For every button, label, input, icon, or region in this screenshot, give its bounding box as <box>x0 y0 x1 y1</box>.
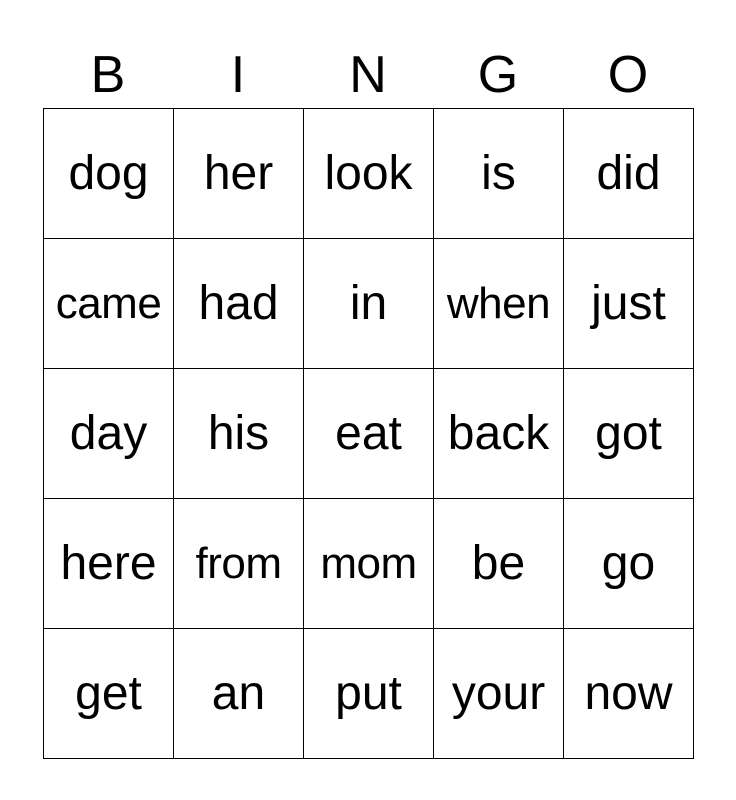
bingo-cell[interactable]: day <box>44 369 174 499</box>
header-letter-n: N <box>349 46 387 104</box>
bingo-cell[interactable]: put <box>304 629 434 759</box>
bingo-cell[interactable]: his <box>174 369 304 499</box>
bingo-cell[interactable]: mom <box>304 499 434 629</box>
header-letter-i: I <box>230 46 246 104</box>
bingo-cell[interactable]: dog <box>44 109 174 239</box>
bingo-grid <box>43 108 694 759</box>
header-letter-b: B <box>90 46 126 104</box>
bingo-cell[interactable]: go <box>564 499 694 629</box>
bingo-cell[interactable]: look <box>304 109 434 239</box>
bingo-cell[interactable]: got <box>564 369 694 499</box>
bingo-cell[interactable]: when <box>434 239 564 369</box>
bingo-cell[interactable]: did <box>564 109 694 239</box>
bingo-cell[interactable]: from <box>174 499 304 629</box>
bingo-cell[interactable]: had <box>174 239 304 369</box>
bingo-cell[interactable]: eat <box>304 369 434 499</box>
bingo-header <box>43 40 693 108</box>
bingo-cell[interactable]: is <box>434 109 564 239</box>
bingo-cell[interactable]: here <box>44 499 174 629</box>
bingo-cell[interactable]: now <box>564 629 694 759</box>
bingo-cell[interactable]: be <box>434 499 564 629</box>
bingo-cell[interactable]: back <box>434 369 564 499</box>
bingo-cell[interactable]: get <box>44 629 174 759</box>
bingo-cell[interactable]: in <box>304 239 434 369</box>
bingo-cell[interactable]: her <box>174 109 304 239</box>
header-letter-o: O <box>607 46 649 104</box>
bingo-cell[interactable]: came <box>44 239 174 369</box>
bingo-cell[interactable]: your <box>434 629 564 759</box>
header-letter-g: G <box>477 46 519 104</box>
bingo-card <box>43 40 693 759</box>
bingo-cell[interactable]: just <box>564 239 694 369</box>
bingo-cell[interactable]: an <box>174 629 304 759</box>
